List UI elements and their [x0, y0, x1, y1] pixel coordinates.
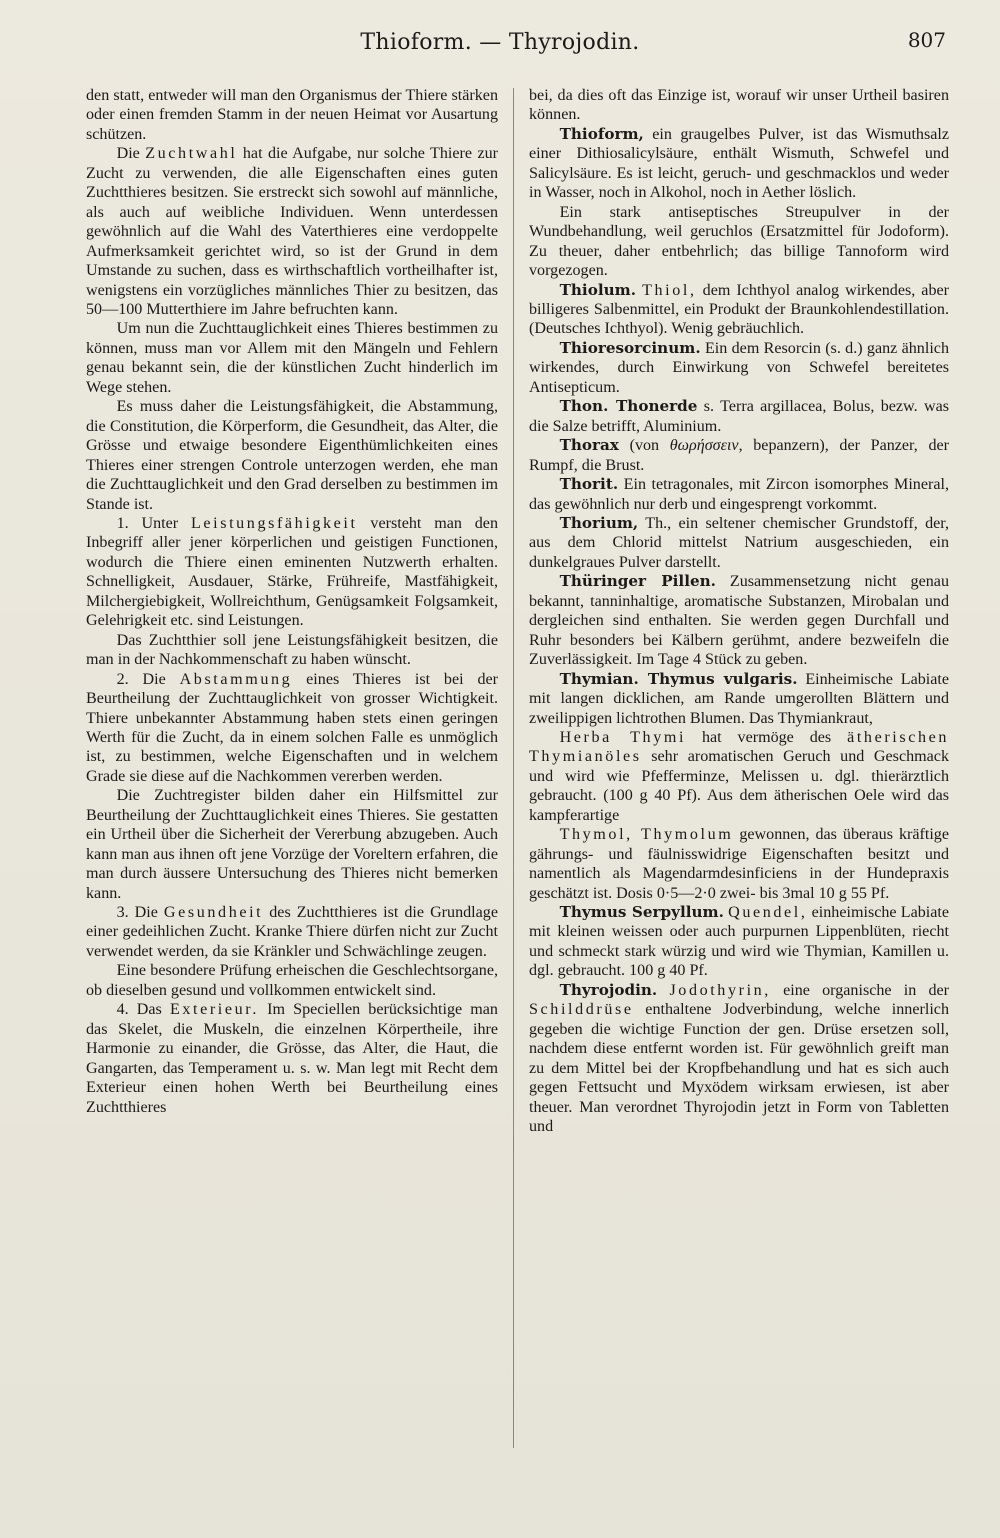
term: Schilddrüse	[529, 1001, 634, 1019]
paragraph: Thymol, Thymolum gewonnen, das überaus kräftige gährungs- und fäulnisswidrige Eigenschaften besitzt und namentlich als Magendarmdesinficiens in der Hundepraxis geschätzt ist. Dosis 0·5—2·0 zwei- bis 3mal 10 g 55 Pf.	[529, 826, 949, 902]
greek-word: θωρήσσειν	[669, 437, 739, 455]
paragraph: Die Zuchtregister bilden daher ein Hilfsmittel zur Beurtheilung der Zuchttauglichkeit eines Thieres. Sie gestatten ein Urtheil über die Sicherheit der Vererbung abzugeben. Auch kann man aus ihnen oft jene Vorzüge der Voreltern erfahren, die man durch äussere Untersuchung des Thieres nicht bemerken kann.	[86, 787, 498, 902]
running-head	[0, 30, 1000, 62]
headword: Thioform,	[559, 124, 644, 143]
term: Herba Thymi	[559, 728, 687, 746]
headword: Thioresorcinum.	[559, 338, 701, 357]
entry-thon: Thon. Thonerde s. Terra argillacea, Bolus, bezw. was die Salze betrifft, Aluminium.	[529, 397, 949, 435]
headword: Thymian. Thymus vulgaris.	[559, 669, 798, 688]
column-divider	[513, 88, 514, 1448]
paragraph: 1. Unter Leistungsfähigkeit versteht man den Inbegriff aller jener körperlichen und geistigen Functionen, wodurch die Thiere einen eminenten Nutzwerth erhalten. Schnelligkeit, Ausdauer, Stärke, Frühreife, Mastfähigkeit, Milchergiebigkeit, Wollreichthum, Genügsamkeit Folgsamkeit, Gelehrigkeit etc. sind Leistungen.	[86, 514, 498, 630]
paragraph: Eine besondere Prüfung erheischen die Geschlechtsorgane, ob dieselben gesund und vollkommen entwickelt sind.	[86, 962, 498, 999]
paragraph: 2. Die Abstammung eines Thieres ist bei der Beurtheilung der Zuchttauglichkeit von grosser Wichtigkeit. Thiere unbekannter Abstammung haben stets einen geringen Werth für die Zucht, da in einem solchen Falle es unmöglich ist, zu bestimmen, welche Eigenschaften und in welchem Grade sie diese auf die Nachkommen vererben werden.	[86, 670, 498, 785]
term: Abstammung	[179, 670, 293, 688]
entry-thueringer-pillen: Thüringer Pillen. Zusammensetzung nicht genau bekannt, tanninhaltige, aromatische Substanzen, Mirobalan und dergleichen sind enthalten. Sie werden gegen Durchfall und Ruhr besonders bei Kälbern gerühmt, andere bezweifeln die Zuverlässigkeit. Im Tage 4 Stück zu geben.	[529, 572, 949, 669]
entry-thorit: Thorit. Ein tetragonales, mit Zircon isomorphes Mineral, das gewöhnlich nur derb und eingesprengt vorkommt.	[529, 475, 949, 513]
term: Zuchtwahl	[145, 145, 238, 163]
headword: Thon. Thonerde	[559, 397, 698, 416]
paragraph: Ein stark antiseptisches Streupulver in der Wundbehandlung, weil geruchlos (Ersatzmittel für Jodoform). Zu theuer, daher entbehrlich; das billige Tannoform wird vorgezogen.	[529, 203, 949, 280]
term: Gesundheit	[163, 904, 264, 922]
term: Thiol,	[642, 281, 697, 299]
page-title: Thioform. — Thyrojodin.	[360, 30, 640, 55]
paragraph: Um nun die Zuchttauglichkeit eines Thieres bestimmen zu können, muss man vor Allem mit den Mängeln und Fehlern genau bekannt sein, die der künstlichen Zucht hinderlich im Wege stehen.	[86, 320, 498, 396]
paragraph: bei, da dies oft das Einzige ist, worauf wir unser Urtheil basiren können.	[529, 87, 949, 124]
term: ätherischen Thymianöles	[529, 728, 949, 766]
entry-thymian: Thymian. Thymus vulgaris. Einheimische Labiate mit langen dicklichen, am Rande umgerollten Blättern und zweilippigen lichtrothen Blumen. Das Thymiankraut,	[529, 669, 949, 727]
right-column	[529, 86, 949, 1136]
headword: Thüringer Pillen.	[559, 572, 716, 591]
entry-thorium: Thorium, Th., ein seltener chemischer Grundstoff, der, aus dem Chlorid mittelst Natrium ausgeschieden, ein dunkelgraues Pulver darstellt.	[529, 513, 949, 571]
headword: Thymus Serpyllum.	[559, 903, 724, 922]
term: Thymol, Thymolum	[559, 826, 734, 844]
paragraph: Die Zuchtwahl hat die Aufgabe, nur solche Thiere zur Zucht zu verwenden, die alle Eigenschaften eines guten Zuchtthieres besitzen. Sie erstreckt sich sowohl auf männliche, als auch auf weibliche Individuen. Wenn unterdessen gewöhnlich auf die Wahl des Vaterthieres eine verdoppelte Aufmerksamkeit gerichtet wird, so ist der Grund in dem Umstande zu suchen, dass es wirthschaftlich vortheilhafter ist, wenigstens ein vorzügliches männliches Thier zu besitzen, das 50—100 Mutterthiere im Jahre befruchten kann.	[86, 145, 498, 318]
paragraph: Herba Thymi hat vermöge des ätherischen Thymianöles sehr aromatischen Geruch und Geschmack und wird wie Pfefferminze, Melissen u. dgl. thierärztlich gebraucht. (100 g 40 Pf). Aus dem ätherischen Oele wird das kampferartige	[529, 728, 949, 824]
paragraph: 3. Die Gesundheit des Zuchtthieres ist die Grundlage einer gedeihlichen Zucht. Kranke Thiere dürfen nicht zur Zucht verwendet werden, da sie Kränkler und Schwächlinge zeugen.	[86, 904, 498, 960]
headword: Thyrojodin.	[559, 980, 658, 999]
term: Jodothyrin,	[669, 981, 771, 999]
term: Quendel,	[728, 904, 808, 922]
page-number: 807	[907, 28, 946, 52]
paragraph: den statt, entweder will man den Organismus der Thiere stärken oder einen fremden Stamm in der neuen Heimat vor Ausartung schützen.	[86, 87, 498, 143]
entry-thyrojodin: Thyrojodin. Jodothyrin, eine organische in der Schilddrüse enthaltene Jodverbindung, welche innerlich gegeben die wichtige Function der gen. Drüse ersetzen soll, nachdem diese entfernt worden ist. Für gewöhnlich greift man zu dem Mittel bei der Kropfbehandlung und hat es sich auch gegen Fettsucht und Myxödem wirksam erwiesen, ist aber theuer. Man verordnet Thyrojodin jetzt in Form von Tabletten und	[529, 980, 949, 1136]
headword: Thorit.	[559, 475, 619, 494]
entry-thiolum: Thiolum. Thiol, dem Ichthyol analog wirkendes, aber billigeres Salbenmittel, ein Produkt der Braunkohlendestillation. (Deutsches Ichthyol). Wenig gebräuchlich.	[529, 280, 950, 338]
term: Exterieur.	[169, 1001, 259, 1019]
paragraph: Das Zuchtthier soll jene Leistungsfähigkeit besitzen, die man in der Nachkommenschaft zu haben wünscht.	[86, 631, 498, 669]
headword: Thorium,	[559, 513, 639, 532]
entry-thioresorcinum: Thioresorcinum. Ein dem Resorcin (s. d.) ganz ähnlich wirkendes, durch Einwirkung von Schwefel bereitetes Antisepticum.	[529, 338, 949, 396]
headword: Thorax	[559, 436, 619, 455]
entry-thymus-serpyllum: Thymus Serpyllum. Quendel, einheimische Labiate mit kleinen weissen oder auch purpurnen Lippenblüten, riecht und schmeckt stark würzig und wird wie Thymian, Kamillen u. dgl. gebraucht. 100 g 40 Pf.	[529, 903, 949, 980]
entry-thorax: Thorax (von θωρήσσειν, bepanzern), der Panzer, der Rumpf, die Brust.	[529, 436, 949, 474]
term: Leistungsfähigkeit	[190, 514, 358, 532]
left-column	[86, 86, 498, 1117]
paragraph: Es muss daher die Leistungsfähigkeit, die Abstammung, die Constitution, die Körperform, die Gesundheit, das Alter, die Grösse und etwaige besondere Eigenthümlichkeiten eines Thieres einer strengen Controle unterzogen werden, ehe man die Zuchttauglichkeit und den Grad derselben zu bestimmen im Stande ist.	[86, 398, 498, 513]
paragraph: 4. Das Exterieur. Im Speciellen berücksichtige man das Skelet, die Muskeln, die einzelnen Körpertheile, ihre Harmonie zu einander, die Grösse, das Alter, die Haut, die Gangarten, das Temperament u. s. w. Man legt mit Recht dem Exterieur einen hohen Werth bei Beurtheilung eines Zuchtthieres	[86, 1001, 498, 1116]
entry-thioform: Thioform, ein graugelbes Pulver, ist das Wismuthsalz einer Dithiosalicylsäure, enthält Wismuth, Schwefel und Salicylsäure. Es ist leicht, geruch- und geschmacklos und weder in Wasser, noch in Alkohol, noch in Aether löslich.	[529, 124, 949, 202]
headword: Thiolum.	[559, 280, 636, 299]
